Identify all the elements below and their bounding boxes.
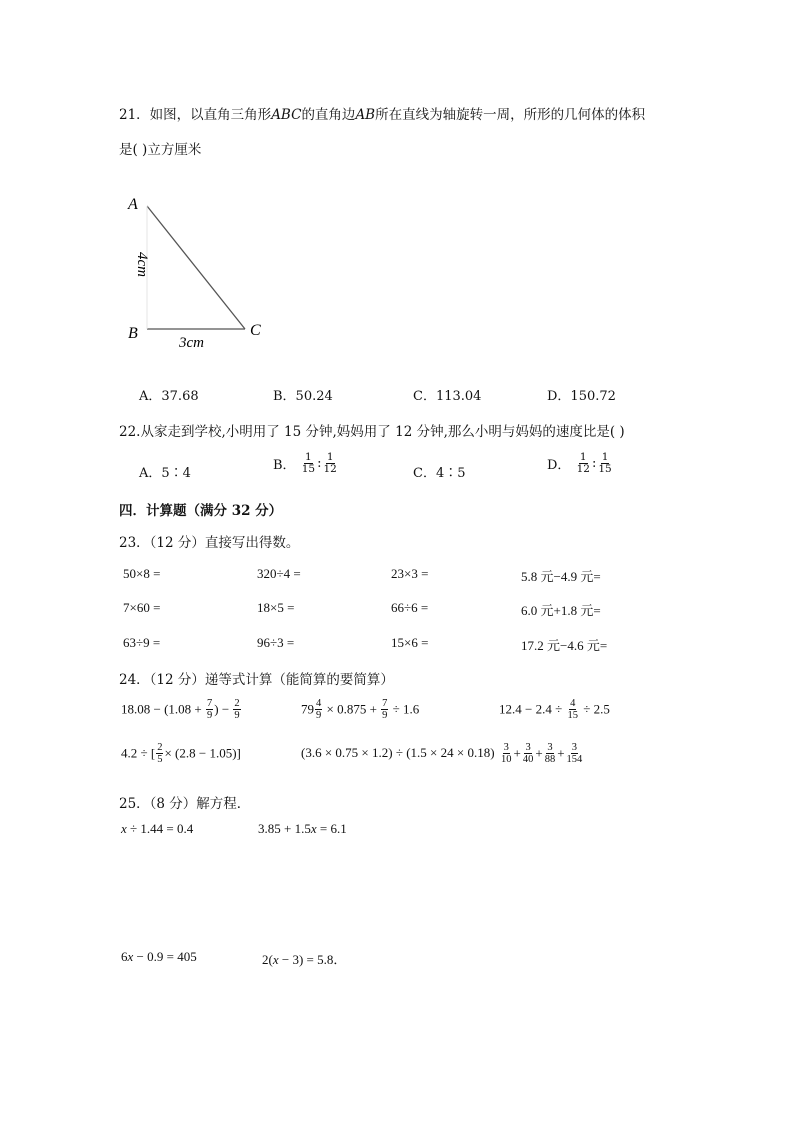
section-heading: 四．计算题（满分 32 分） (119, 503, 283, 519)
label-a: A (128, 196, 138, 213)
fraction: $\frac{1}{12}$ (576, 451, 590, 475)
q23-cell: 18×5 = (257, 600, 295, 615)
q24-title: 24．（12 分）递等式计算（能简算的要简算） (119, 672, 394, 688)
q23-cell: 6.0 元+1.8 元= (521, 603, 601, 618)
q25-equation-1: x ÷ 1.44 = 0.4 (121, 821, 194, 836)
fraction: $\frac{3}{88}$ (544, 742, 556, 765)
label-ab-length: 4cm (134, 252, 150, 277)
label-bc-length: 3cm (179, 335, 204, 351)
q22-option-a: A．5∶4 (139, 466, 191, 481)
q23-cell: 15×6 = (391, 635, 429, 650)
q23-cell: 23×3 = (391, 566, 429, 581)
q23-cell: 17.2 元−4.6 元= (521, 638, 608, 653)
q25-equation-3: 6x − 0.9 = 405 (121, 949, 197, 964)
fraction: $\frac{3}{40}$ (522, 742, 534, 765)
q24-expr-1: 18.08 − (1.08 + $\frac{7}{9}$ ) − $\frac{2}{9}$ (121, 698, 240, 721)
q23-cell: 96÷3 = (257, 635, 295, 650)
q25-equation-2: 3.85 + 1.5x = 6.1 (258, 821, 347, 836)
fraction: $\frac{2}{5}$ (157, 742, 163, 765)
q23-title: 23．（12 分）直接写出得数。 (119, 535, 300, 551)
q21-option-a: A．37.68 (139, 389, 199, 404)
q22-text: 22.从家走到学校,小明用了 15 分钟,妈妈用了 12 分钟,那么小明与妈妈的速度比是( ) (119, 424, 625, 440)
q21-option-d: D．150.72 (547, 389, 616, 404)
fraction: $\frac{4}{15}$ (567, 698, 578, 721)
fraction: $\frac{7}{9}$ (207, 698, 213, 721)
q23-cell: 320÷4 = (257, 566, 301, 581)
fraction: $\frac{3}{154}$ (566, 742, 583, 765)
q22-option-b: B． $\frac{1}{15}$ : $\frac{1}{12}$ (273, 451, 337, 475)
q23-cell: 50×8 = (123, 566, 161, 581)
q24-expr-5: (3.6 × 0.75 × 1.2) ÷ (1.5 × 24 × 0.18) (301, 745, 495, 760)
q24-expr-2: 79 $\frac{4}{9}$ × 0.875 + $\frac{7}{9}$ ÷ 1.6 (301, 698, 420, 721)
hypotenuse-ac (147, 206, 245, 329)
q25-equation-4: 2(x − 3) = 5.8． (262, 952, 347, 967)
q23-cell: 63÷9 = (123, 635, 161, 650)
q23-cell: 7×60 = (123, 600, 161, 615)
label-b: B (128, 325, 138, 342)
q24-expr-4: 4.2 ÷ [ $\frac{2}{5}$ × (2.8 − 1.05)] (121, 742, 241, 765)
q24-expr-3: 12.4 − 2.4 ÷ $\frac{4}{15}$ ÷ 2.5 (499, 698, 610, 721)
label-c: C (250, 322, 261, 339)
q22-option-d: D． $\frac{1}{12}$ : $\frac{1}{15}$ (547, 451, 612, 475)
q21-option-b: B．50.24 (273, 389, 333, 404)
q25-title: 25．（8 分）解方程． (119, 796, 251, 812)
fraction: $\frac{2}{9}$ (234, 698, 240, 721)
fraction: $\frac{1}{15}$ (301, 451, 316, 475)
q21-line2: 是( )立方厘米 (119, 142, 202, 158)
q22-option-c: C．4∶5 (413, 466, 466, 481)
q21-option-c: C．113.04 (413, 389, 482, 404)
fraction: $\frac{1}{15}$ (598, 451, 612, 475)
fraction: $\frac{7}{9}$ (382, 698, 388, 721)
triangle-figure (120, 188, 280, 358)
fraction: $\frac{1}{12}$ (323, 451, 337, 475)
q23-cell: 66÷6 = (391, 600, 429, 615)
q24-expr-6: $\frac{3}{10}$ + $\frac{3}{40}$ + $\frac{3}{88}$ + $\frac{3}{154}$ (501, 742, 583, 765)
q23-cell: 5.8 元−4.9 元= (521, 569, 601, 584)
fraction: $\frac{3}{10}$ (501, 742, 512, 765)
fraction: $\frac{4}{9}$ (316, 698, 322, 721)
q21-line1: 21．如图，以直角三角形ABC的直角边AB所在直线为轴旋转一周，所形的几何体的体积 (119, 107, 646, 123)
